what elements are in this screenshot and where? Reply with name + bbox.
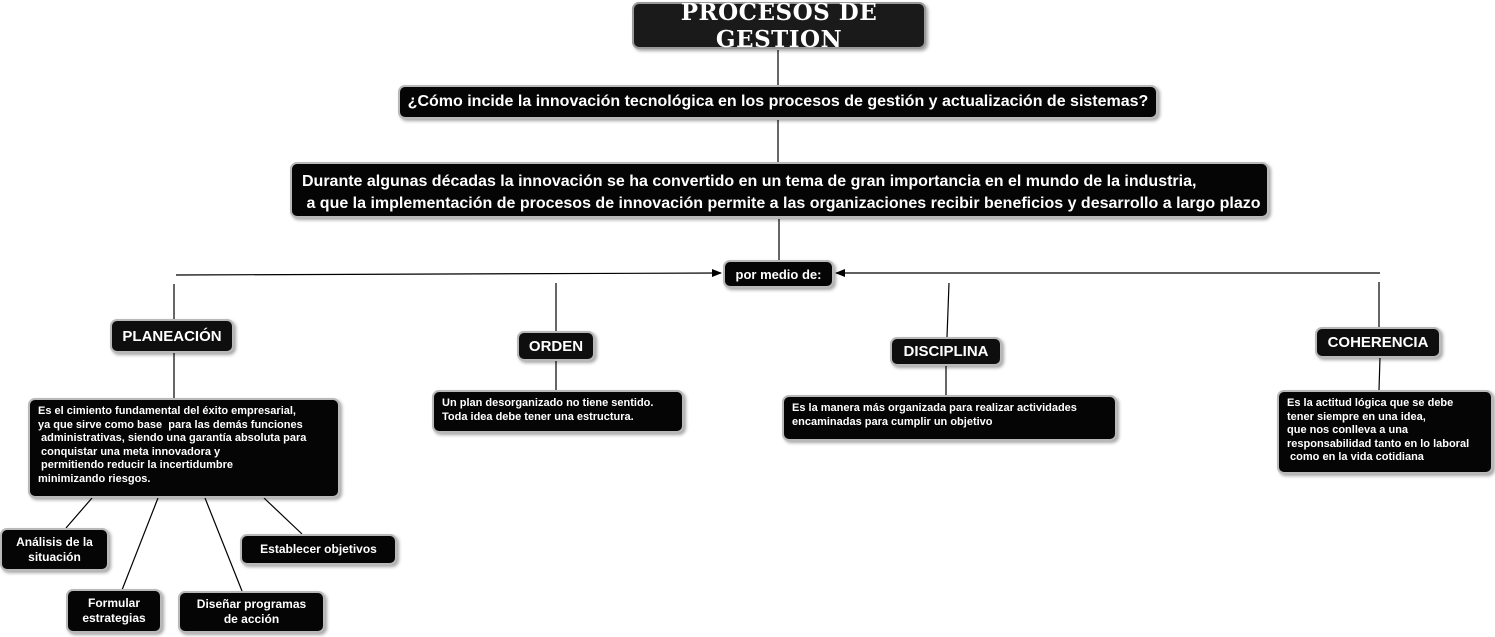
link-coherencia-desc — [1379, 357, 1380, 390]
map-title[interactable]: PROCESOS DE GESTION — [632, 2, 926, 49]
link-step-formular — [122, 498, 158, 590]
step-disenar[interactable]: Diseñar programas de acción — [178, 591, 325, 633]
link-step-objetivos — [264, 498, 302, 534]
intro-node[interactable]: Durante algunas décadas la innovación se ha convertido en un tema de gran importancia en el mundo de la industria, a que la implementación de procesos de innovación permite a las organizaciones recibir beneficios y desarrollo a largo plazo — [290, 162, 1269, 218]
step-formular[interactable]: Formular estrategias — [66, 589, 162, 633]
orden-description[interactable]: Un plan desorganizado no tiene sentido. Toda idea debe tener una estructura. — [432, 390, 684, 433]
question-node[interactable]: ¿Cómo incide la innovación tecnológica en los procesos de gestión y actualización de sistemas? — [398, 85, 1158, 119]
planeacion-description[interactable]: Es el cimiento fundamental del éxito empresarial, ya que sirve como base para las demás funciones administrativas, siendo una garantía absoluta para conquistar una meta innovadora y permitiendo reducir la incertidumbre minimizando riesgos. — [28, 398, 340, 498]
link-step-analisis — [66, 498, 92, 528]
step-analisis[interactable]: Análisis de la situación — [0, 528, 109, 571]
link-left-arrow — [176, 273, 721, 275]
branch-planeacion[interactable]: PLANEACIÓN — [110, 319, 234, 353]
coherencia-description[interactable]: Es la actitud lógica que se debe tener siempre en una idea, que nos conlleva a una responsabilidad tanto en lo laboral como en la vida cotidiana — [1277, 390, 1493, 474]
connector-node[interactable]: por medio de: — [723, 260, 834, 288]
disciplina-description[interactable]: Es la manera más organizada para realizar actividades encaminadas para cumplir un objetivo — [782, 395, 1117, 441]
branch-disciplina[interactable]: DISCIPLINA — [890, 337, 1002, 366]
link-disciplina — [947, 283, 949, 337]
link-step-disenar — [205, 498, 242, 591]
step-objetivos[interactable]: Establecer objetivos — [240, 534, 397, 565]
branch-orden[interactable]: ORDEN — [517, 331, 595, 361]
branch-coherencia[interactable]: COHERENCIA — [1315, 327, 1441, 358]
